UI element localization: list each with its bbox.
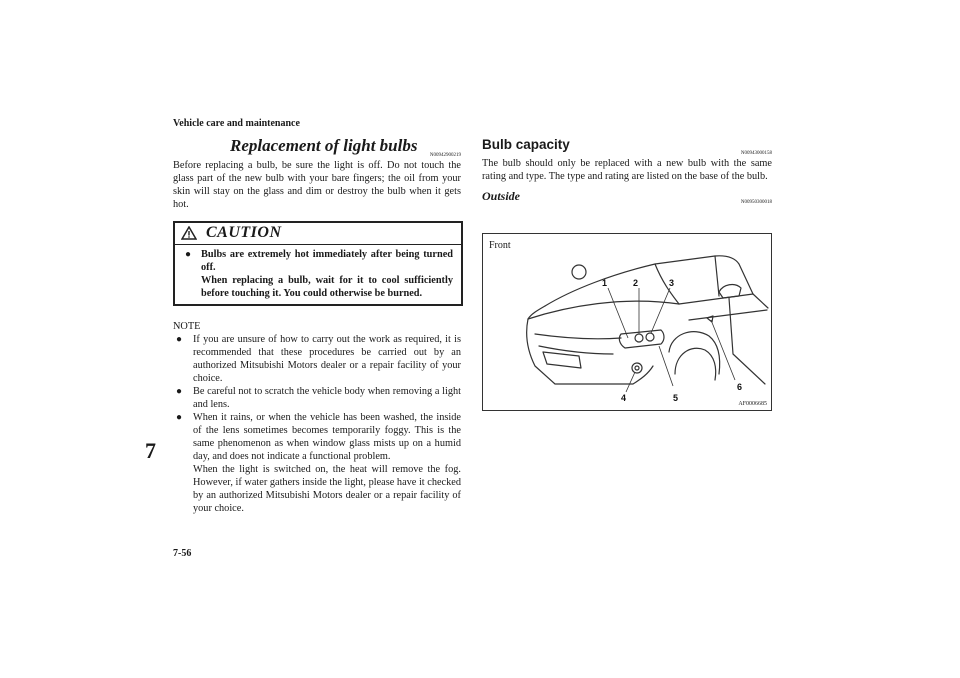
page-number: 7-56 bbox=[173, 548, 192, 559]
title-code: N00942900219 bbox=[429, 153, 461, 158]
callout-5: 5 bbox=[673, 393, 679, 403]
note-item: ● If you are unsure of how to carry out the work as required, it is recommended that these procedures be carried out by an authorized Mitsubishi Motors dealer or a repair facility of your choice. bbox=[176, 334, 461, 384]
subtitle-code: N00950300018 bbox=[740, 200, 772, 205]
right-column bbox=[482, 136, 772, 206]
title-code: N00943000158 bbox=[740, 151, 772, 156]
caution-header bbox=[175, 223, 461, 245]
caution-body bbox=[175, 245, 461, 304]
callout-3: 3 bbox=[669, 278, 675, 288]
intro-paragraph: Before replacing a bulb, be sure the light is off. Do not touch the glass part of the new bulb with your bare fingers; the oil from your skin will stay on the glass and dim or destroy the bulb when it gets hot. bbox=[173, 160, 461, 210]
figure-id: AF0006685 bbox=[738, 401, 767, 407]
caution-box bbox=[173, 221, 463, 306]
left-column bbox=[173, 136, 461, 515]
chapter-tab: 7 bbox=[145, 438, 156, 463]
callout-6: 6 bbox=[737, 382, 743, 392]
bullet-icon: ● bbox=[176, 412, 183, 423]
caution-line-1: Bulbs are extremely hot immediately after being turned off. bbox=[201, 249, 453, 273]
callout-2: 2 bbox=[633, 278, 639, 288]
caution-title: CAUTION bbox=[206, 224, 282, 241]
title-bulb-capacity: Bulb capacity bbox=[482, 137, 570, 152]
note-item: ● Be careful not to scratch the vehicle body when removing a light and lens. bbox=[176, 386, 461, 410]
note-item: ● When it rains, or when the vehicle has been washed, the inside of the lens sometimes becomes temporarily foggy. This is the same phenomenon as when window glass mists up on a humid day, and does not indicate a functional problem. When the light is switched on, the heat will remove the fog. However, if water gathers inside the light, please have it checked by an authorized Mitsubishi Motors dealer or a repair facility of your choice. bbox=[176, 412, 461, 514]
car-front-figure bbox=[482, 233, 772, 411]
bullet-icon: ● bbox=[176, 386, 183, 397]
callout-4: 4 bbox=[621, 393, 627, 403]
caution-line-2: When replacing a bulb, wait for it to cool sufficiently before touching it. You could otherwise be burned. bbox=[201, 275, 453, 299]
subtitle-outside: Outside bbox=[482, 189, 521, 203]
car-illustration bbox=[483, 234, 771, 410]
warning-triangle-icon bbox=[181, 226, 197, 240]
note-title: NOTE bbox=[173, 321, 201, 332]
figure-label-front: Front bbox=[489, 240, 511, 251]
bullet-icon: ● bbox=[176, 334, 183, 345]
bullet-icon: ● bbox=[185, 249, 192, 260]
section-header: Vehicle care and maintenance bbox=[173, 118, 300, 129]
bulb-capacity-paragraph: The bulb should only be replaced with a new bulb with the same rating and type. The type and rating are listed on the base of the bulb. bbox=[482, 158, 772, 182]
title-replacement-light-bulbs: Replacement of light bulbs bbox=[230, 136, 418, 155]
callout-1: 1 bbox=[602, 278, 608, 288]
note-continuation: When the light is switched on, the heat will remove the fog. However, if water gathers inside the light, please have it checked by an authorized Mitsubishi Motors dealer or a repair facility of your choice. bbox=[193, 464, 461, 514]
